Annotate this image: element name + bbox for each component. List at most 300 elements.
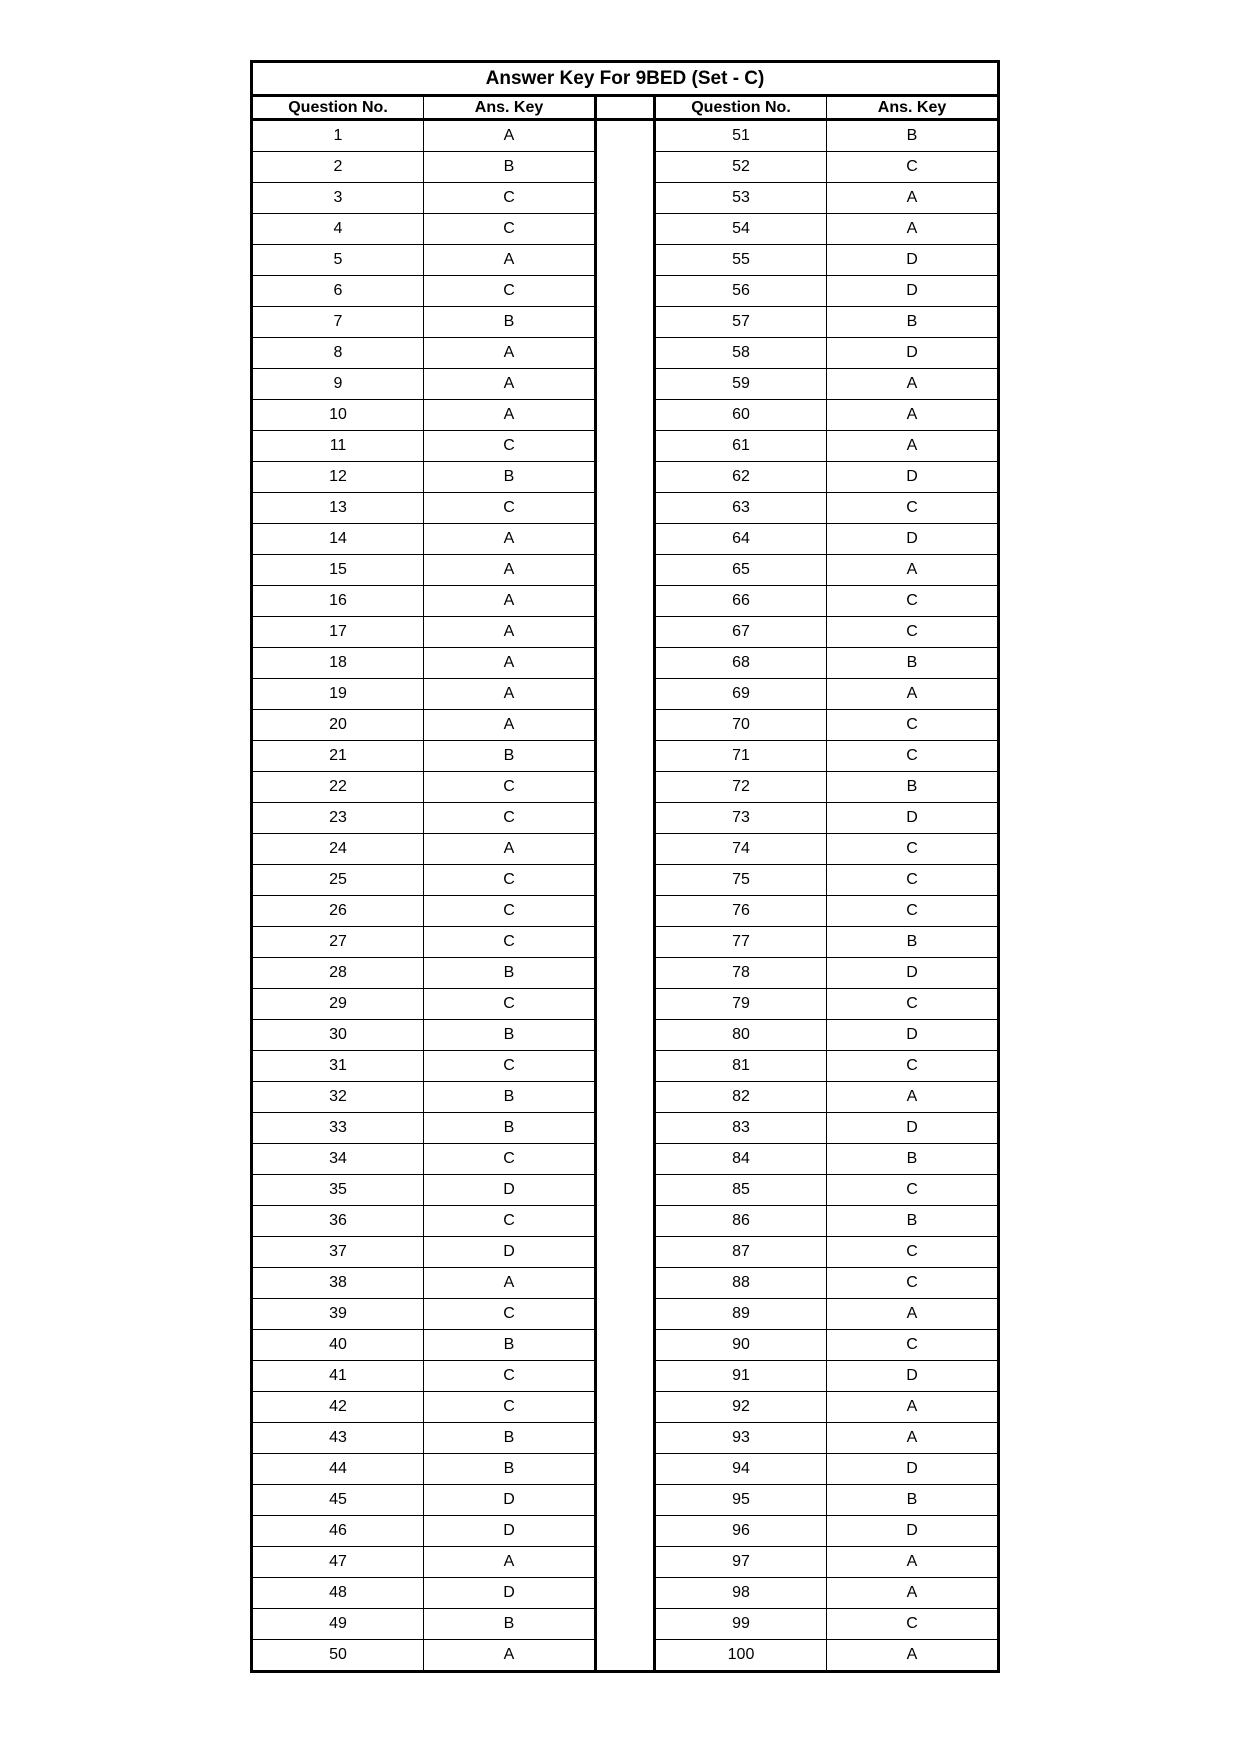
column-header-gap (596, 96, 655, 120)
answer-key-right: D (827, 1454, 999, 1485)
answer-key-left: D (424, 1516, 596, 1547)
gap-cell (596, 958, 655, 989)
question-number-right: 58 (655, 338, 827, 369)
question-number-right: 87 (655, 1237, 827, 1268)
question-number-left: 38 (252, 1268, 424, 1299)
table-row (252, 1423, 999, 1454)
question-number-right: 54 (655, 214, 827, 245)
question-number-right: 70 (655, 710, 827, 741)
question-number-right: 80 (655, 1020, 827, 1051)
answer-key-left: B (424, 1082, 596, 1113)
answer-key-left: C (424, 989, 596, 1020)
question-number-left: 5 (252, 245, 424, 276)
answer-key-right: A (827, 1299, 999, 1330)
answer-key-right: A (827, 1423, 999, 1454)
question-number-right: 75 (655, 865, 827, 896)
table-row (252, 1578, 999, 1609)
gap-cell (596, 927, 655, 958)
table-row (252, 865, 999, 896)
question-number-right: 93 (655, 1423, 827, 1454)
question-number-right: 82 (655, 1082, 827, 1113)
answer-key-left: B (424, 1454, 596, 1485)
answer-key-right: C (827, 1175, 999, 1206)
question-number-right: 88 (655, 1268, 827, 1299)
table-row (252, 214, 999, 245)
question-number-left: 20 (252, 710, 424, 741)
question-number-left: 32 (252, 1082, 424, 1113)
question-number-right: 86 (655, 1206, 827, 1237)
question-number-right: 91 (655, 1361, 827, 1392)
column-header-question-right: Question No. (655, 96, 827, 120)
answer-key-right: C (827, 741, 999, 772)
question-number-left: 25 (252, 865, 424, 896)
answer-key-left: A (424, 710, 596, 741)
question-number-left: 2 (252, 152, 424, 183)
table-row (252, 803, 999, 834)
answer-key-left: C (424, 772, 596, 803)
question-number-left: 45 (252, 1485, 424, 1516)
table-row (252, 1268, 999, 1299)
page-title: Answer Key For 9BED (Set - C) (252, 62, 999, 96)
answer-key-left: A (424, 338, 596, 369)
gap-cell (596, 1113, 655, 1144)
question-number-right: 55 (655, 245, 827, 276)
answer-key-right: C (827, 896, 999, 927)
gap-cell (596, 1578, 655, 1609)
question-number-right: 99 (655, 1609, 827, 1640)
table-row (252, 245, 999, 276)
table-row (252, 400, 999, 431)
gap-cell (596, 307, 655, 338)
answer-key-left: A (424, 586, 596, 617)
question-number-right: 67 (655, 617, 827, 648)
question-number-left: 46 (252, 1516, 424, 1547)
question-number-left: 22 (252, 772, 424, 803)
answer-key-right: C (827, 1609, 999, 1640)
title-row (252, 62, 999, 96)
question-number-left: 8 (252, 338, 424, 369)
question-number-right: 60 (655, 400, 827, 431)
answer-key-left: C (424, 214, 596, 245)
answer-key-left: A (424, 1640, 596, 1672)
table-row (252, 958, 999, 989)
gap-cell (596, 648, 655, 679)
question-number-right: 79 (655, 989, 827, 1020)
answer-key-right: C (827, 1330, 999, 1361)
answer-key-left: B (424, 1330, 596, 1361)
question-number-right: 77 (655, 927, 827, 958)
question-number-left: 7 (252, 307, 424, 338)
question-number-left: 30 (252, 1020, 424, 1051)
question-number-left: 13 (252, 493, 424, 524)
answer-key-right: D (827, 1113, 999, 1144)
question-number-left: 35 (252, 1175, 424, 1206)
table-row (252, 1020, 999, 1051)
gap-cell (596, 1237, 655, 1268)
answer-key-left: C (424, 431, 596, 462)
column-header-answer-left: Ans. Key (424, 96, 596, 120)
question-number-left: 17 (252, 617, 424, 648)
table-row (252, 1392, 999, 1423)
answer-key-left: B (424, 741, 596, 772)
gap-cell (596, 1268, 655, 1299)
gap-cell (596, 803, 655, 834)
question-number-right: 57 (655, 307, 827, 338)
table-row (252, 462, 999, 493)
table-row (252, 1454, 999, 1485)
gap-cell (596, 834, 655, 865)
question-number-left: 29 (252, 989, 424, 1020)
answer-key-right: A (827, 1547, 999, 1578)
question-number-right: 90 (655, 1330, 827, 1361)
question-number-right: 92 (655, 1392, 827, 1423)
table-row (252, 1361, 999, 1392)
answer-key-right: A (827, 431, 999, 462)
answer-key-right: B (827, 307, 999, 338)
question-number-left: 26 (252, 896, 424, 927)
answer-key-left: C (424, 1051, 596, 1082)
table-row (252, 338, 999, 369)
gap-cell (596, 214, 655, 245)
answer-key-right: A (827, 1640, 999, 1672)
table-row (252, 1175, 999, 1206)
answer-key-table (250, 60, 1000, 1673)
table-row (252, 1237, 999, 1268)
table-row (252, 741, 999, 772)
answer-key-right: B (827, 772, 999, 803)
answer-key-right: B (827, 648, 999, 679)
answer-key-right: D (827, 524, 999, 555)
gap-cell (596, 1330, 655, 1361)
table-row (252, 1299, 999, 1330)
question-number-left: 27 (252, 927, 424, 958)
answer-key-right: C (827, 152, 999, 183)
gap-cell (596, 120, 655, 152)
question-number-right: 94 (655, 1454, 827, 1485)
gap-cell (596, 369, 655, 400)
table-row (252, 152, 999, 183)
question-number-left: 50 (252, 1640, 424, 1672)
question-number-right: 56 (655, 276, 827, 307)
answer-key-right: D (827, 276, 999, 307)
answer-key-right: B (827, 1206, 999, 1237)
table-row (252, 555, 999, 586)
question-number-left: 10 (252, 400, 424, 431)
question-number-right: 61 (655, 431, 827, 462)
question-number-right: 71 (655, 741, 827, 772)
table-row (252, 679, 999, 710)
question-number-left: 31 (252, 1051, 424, 1082)
table-row (252, 989, 999, 1020)
gap-cell (596, 1361, 655, 1392)
question-number-right: 59 (655, 369, 827, 400)
answer-key-right: D (827, 338, 999, 369)
gap-cell (596, 1299, 655, 1330)
answer-key-left: B (424, 1020, 596, 1051)
question-number-right: 64 (655, 524, 827, 555)
answer-key-right: C (827, 865, 999, 896)
answer-key-left: A (424, 245, 596, 276)
gap-cell (596, 462, 655, 493)
question-number-left: 47 (252, 1547, 424, 1578)
question-number-left: 39 (252, 1299, 424, 1330)
table-row (252, 1516, 999, 1547)
answer-key-right: B (827, 1144, 999, 1175)
gap-cell (596, 524, 655, 555)
answer-key-right: A (827, 679, 999, 710)
table-row (252, 183, 999, 214)
question-number-right: 51 (655, 120, 827, 152)
table-row (252, 1144, 999, 1175)
gap-cell (596, 493, 655, 524)
question-number-right: 53 (655, 183, 827, 214)
answer-key-right: C (827, 1051, 999, 1082)
answer-key-left: C (424, 1144, 596, 1175)
table-row (252, 1485, 999, 1516)
answer-key-left: A (424, 1268, 596, 1299)
answer-key-left: A (424, 648, 596, 679)
answer-key-left: C (424, 896, 596, 927)
table-row (252, 834, 999, 865)
answer-key-left: B (424, 462, 596, 493)
table-row (252, 648, 999, 679)
gap-cell (596, 989, 655, 1020)
question-number-left: 18 (252, 648, 424, 679)
question-number-left: 21 (252, 741, 424, 772)
question-number-right: 98 (655, 1578, 827, 1609)
answer-key-right: A (827, 400, 999, 431)
answer-key-left: D (424, 1485, 596, 1516)
answer-key-left: C (424, 927, 596, 958)
gap-cell (596, 555, 655, 586)
question-number-right: 78 (655, 958, 827, 989)
answer-key-left: A (424, 834, 596, 865)
answer-key-left: A (424, 524, 596, 555)
gap-cell (596, 1051, 655, 1082)
table-row (252, 1547, 999, 1578)
answer-key-left: C (424, 803, 596, 834)
question-number-right: 74 (655, 834, 827, 865)
answer-key-right: D (827, 958, 999, 989)
gap-cell (596, 1206, 655, 1237)
answer-key-left: B (424, 958, 596, 989)
question-number-left: 34 (252, 1144, 424, 1175)
answer-key-right: A (827, 1082, 999, 1113)
answer-key-right: D (827, 1361, 999, 1392)
gap-cell (596, 1423, 655, 1454)
answer-key-left: C (424, 276, 596, 307)
question-number-left: 16 (252, 586, 424, 617)
answer-key-left: A (424, 369, 596, 400)
table-row (252, 276, 999, 307)
table-row (252, 307, 999, 338)
question-number-right: 63 (655, 493, 827, 524)
answer-rows (252, 120, 999, 1672)
column-header-question-left: Question No. (252, 96, 424, 120)
gap-cell (596, 1392, 655, 1423)
table-row (252, 586, 999, 617)
question-number-right: 65 (655, 555, 827, 586)
column-header-answer-right: Ans. Key (827, 96, 999, 120)
answer-key-right: A (827, 1392, 999, 1423)
question-number-right: 96 (655, 1516, 827, 1547)
gap-cell (596, 896, 655, 927)
answer-key-right: A (827, 369, 999, 400)
question-number-right: 89 (655, 1299, 827, 1330)
answer-key-left: A (424, 679, 596, 710)
answer-key-left: D (424, 1237, 596, 1268)
question-number-left: 36 (252, 1206, 424, 1237)
question-number-left: 15 (252, 555, 424, 586)
question-number-right: 68 (655, 648, 827, 679)
gap-cell (596, 152, 655, 183)
answer-key-left: C (424, 1392, 596, 1423)
answer-key-left: A (424, 400, 596, 431)
answer-key-right: C (827, 586, 999, 617)
question-number-left: 23 (252, 803, 424, 834)
question-number-right: 83 (655, 1113, 827, 1144)
gap-cell (596, 1020, 655, 1051)
gap-cell (596, 617, 655, 648)
table-row (252, 617, 999, 648)
answer-key-right: B (827, 927, 999, 958)
answer-key-left: B (424, 1423, 596, 1454)
answer-key-right: C (827, 617, 999, 648)
answer-key-left: C (424, 1206, 596, 1237)
question-number-right: 95 (655, 1485, 827, 1516)
question-number-left: 41 (252, 1361, 424, 1392)
table-row (252, 710, 999, 741)
answer-key-right: A (827, 555, 999, 586)
answer-key-right: C (827, 834, 999, 865)
column-header-row (252, 96, 999, 120)
question-number-left: 6 (252, 276, 424, 307)
question-number-left: 14 (252, 524, 424, 555)
gap-cell (596, 338, 655, 369)
table-row (252, 1330, 999, 1361)
answer-key-left: B (424, 1113, 596, 1144)
question-number-left: 33 (252, 1113, 424, 1144)
gap-cell (596, 865, 655, 896)
question-number-right: 72 (655, 772, 827, 803)
table-row (252, 120, 999, 152)
question-number-left: 43 (252, 1423, 424, 1454)
answer-key-left: B (424, 307, 596, 338)
table-row (252, 1609, 999, 1640)
gap-cell (596, 1144, 655, 1175)
table-row (252, 1051, 999, 1082)
gap-cell (596, 679, 655, 710)
gap-cell (596, 1609, 655, 1640)
answer-key-right: A (827, 183, 999, 214)
answer-key-left: A (424, 555, 596, 586)
gap-cell (596, 183, 655, 214)
table-row (252, 1113, 999, 1144)
question-number-left: 11 (252, 431, 424, 462)
answer-key-right: C (827, 1237, 999, 1268)
question-number-left: 28 (252, 958, 424, 989)
question-number-right: 52 (655, 152, 827, 183)
answer-key-right: C (827, 710, 999, 741)
gap-cell (596, 245, 655, 276)
answer-key-right: D (827, 1516, 999, 1547)
gap-cell (596, 431, 655, 462)
gap-cell (596, 741, 655, 772)
answer-key-left: C (424, 493, 596, 524)
answer-key-left: D (424, 1578, 596, 1609)
table-row (252, 369, 999, 400)
gap-cell (596, 400, 655, 431)
table-row (252, 927, 999, 958)
answer-key-right: D (827, 245, 999, 276)
gap-cell (596, 1454, 655, 1485)
question-number-left: 40 (252, 1330, 424, 1361)
question-number-left: 42 (252, 1392, 424, 1423)
gap-cell (596, 1175, 655, 1206)
gap-cell (596, 772, 655, 803)
table-row (252, 1640, 999, 1672)
gap-cell (596, 710, 655, 741)
table-row (252, 493, 999, 524)
question-number-left: 48 (252, 1578, 424, 1609)
question-number-left: 1 (252, 120, 424, 152)
answer-key-right: D (827, 803, 999, 834)
question-number-left: 49 (252, 1609, 424, 1640)
question-number-left: 4 (252, 214, 424, 245)
gap-cell (596, 1547, 655, 1578)
answer-key-left: B (424, 152, 596, 183)
table-row (252, 896, 999, 927)
answer-key-left: B (424, 1609, 596, 1640)
answer-key-right: C (827, 989, 999, 1020)
question-number-right: 62 (655, 462, 827, 493)
answer-key-left: A (424, 617, 596, 648)
answer-key-left: C (424, 1299, 596, 1330)
question-number-right: 69 (655, 679, 827, 710)
answer-key-left: C (424, 1361, 596, 1392)
answer-key-left: C (424, 183, 596, 214)
table-row (252, 772, 999, 803)
table-row (252, 1206, 999, 1237)
question-number-right: 81 (655, 1051, 827, 1082)
answer-key-left: C (424, 865, 596, 896)
question-number-right: 97 (655, 1547, 827, 1578)
question-number-left: 24 (252, 834, 424, 865)
question-number-right: 73 (655, 803, 827, 834)
answer-key-left: D (424, 1175, 596, 1206)
question-number-left: 44 (252, 1454, 424, 1485)
answer-key-right: C (827, 493, 999, 524)
table-row (252, 1082, 999, 1113)
answer-key-right: D (827, 1020, 999, 1051)
answer-key-right: B (827, 120, 999, 152)
question-number-left: 9 (252, 369, 424, 400)
gap-cell (596, 1485, 655, 1516)
answer-key-right: C (827, 1268, 999, 1299)
table-row (252, 524, 999, 555)
answer-key-right: A (827, 214, 999, 245)
gap-cell (596, 1516, 655, 1547)
question-number-right: 84 (655, 1144, 827, 1175)
gap-cell (596, 276, 655, 307)
question-number-left: 3 (252, 183, 424, 214)
answer-key-right: B (827, 1485, 999, 1516)
question-number-right: 100 (655, 1640, 827, 1672)
question-number-left: 12 (252, 462, 424, 493)
answer-key-left: A (424, 120, 596, 152)
question-number-right: 66 (655, 586, 827, 617)
question-number-left: 37 (252, 1237, 424, 1268)
